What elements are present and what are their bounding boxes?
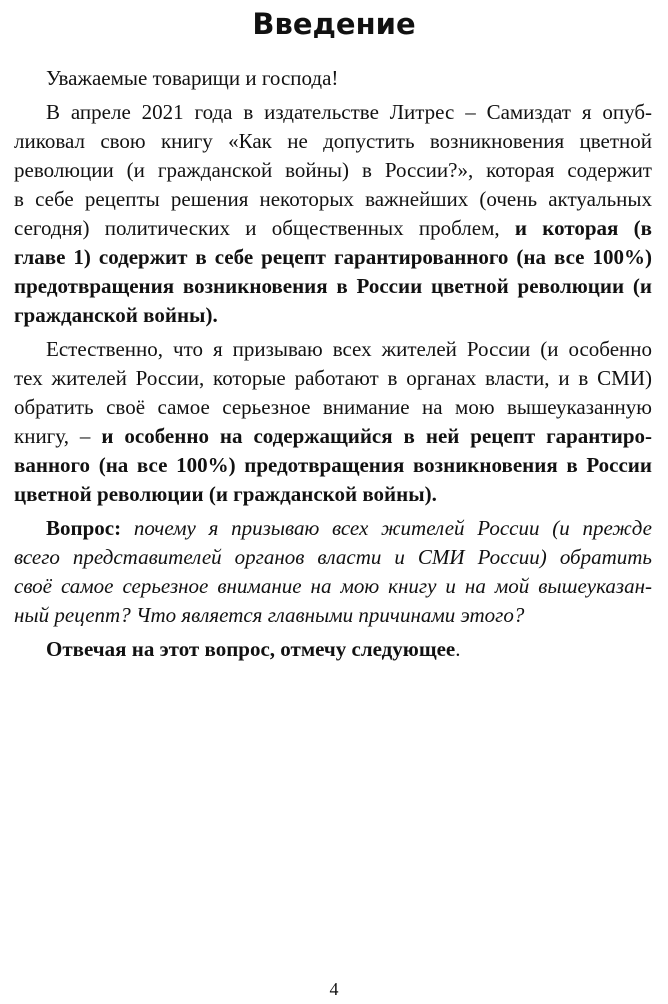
text-run: сегодня) политических и общественных проблем, xyxy=(14,216,515,240)
paragraph-answer-intro xyxy=(14,635,652,664)
text-line xyxy=(14,635,652,664)
bold-text-line: цветной революции (и гражданской войны). xyxy=(14,482,437,506)
text-line: в себе рецепты решения некоторых важнейших (очень актуальных xyxy=(14,187,652,211)
text-line: Уважаемые товарищи и господа! xyxy=(46,66,339,90)
text-run: . xyxy=(455,637,461,661)
text-line: Естественно, что я призываю всех жителей России (и особенно xyxy=(46,337,652,361)
bold-text-line: главе 1) содержит в себе рецепт гарантированного (на все 100%) xyxy=(14,245,652,269)
bold-text-run: и особенно на содержащийся в ней рецепт гарантиро- xyxy=(101,424,652,448)
bold-text-line: ванного (на все 100%) предотвращения возникновения в России xyxy=(14,453,652,477)
bold-text-line: гражданской войны). xyxy=(14,303,218,327)
bold-text-run: Вопрос: xyxy=(46,516,122,540)
text-line: тех жителей России, которые работают в органах власти, и в СМИ) xyxy=(14,366,652,390)
bold-text-run: и которая (в xyxy=(514,216,652,240)
italic-text-line: своё самое серьезное внимание на мою книгу и на мой вышеуказан- xyxy=(14,574,652,598)
bold-text-line: предотвращения возникновения в России цветной революции (и xyxy=(14,274,652,298)
italic-text-run: почему я призываю всех жителей России (и прежде xyxy=(121,516,652,540)
page-title: Введение xyxy=(252,7,416,41)
document-body xyxy=(14,64,652,664)
paragraph-appeal xyxy=(14,335,652,509)
italic-text-line: всего представителей органов власти и СМИ России) обратить xyxy=(14,545,652,569)
text-line: обратить своё самое серьезное внимание на мою вышеуказанную xyxy=(14,395,652,419)
text-line xyxy=(14,214,652,243)
paragraph-book-announcement xyxy=(14,98,652,330)
text-line: революции (и гражданской войны) в России?», которая содержит xyxy=(14,158,652,182)
text-line xyxy=(14,514,652,543)
text-run: книгу, – xyxy=(14,424,102,448)
paragraph-greeting xyxy=(14,64,652,93)
text-line: В апреле 2021 года в издательстве Литрес – Самиздат я опуб- xyxy=(46,100,652,124)
text-line: ликовал свою книгу «Как не допустить возникновения цветной xyxy=(14,129,652,153)
text-line xyxy=(14,422,652,451)
paragraph-question xyxy=(14,514,652,630)
page-number: 4 xyxy=(329,979,339,999)
bold-text-run: Отвечая на этот вопрос, отмечу следующее xyxy=(46,637,456,661)
italic-text-line: ный рецепт? Что является главными причинами этого? xyxy=(14,603,525,627)
